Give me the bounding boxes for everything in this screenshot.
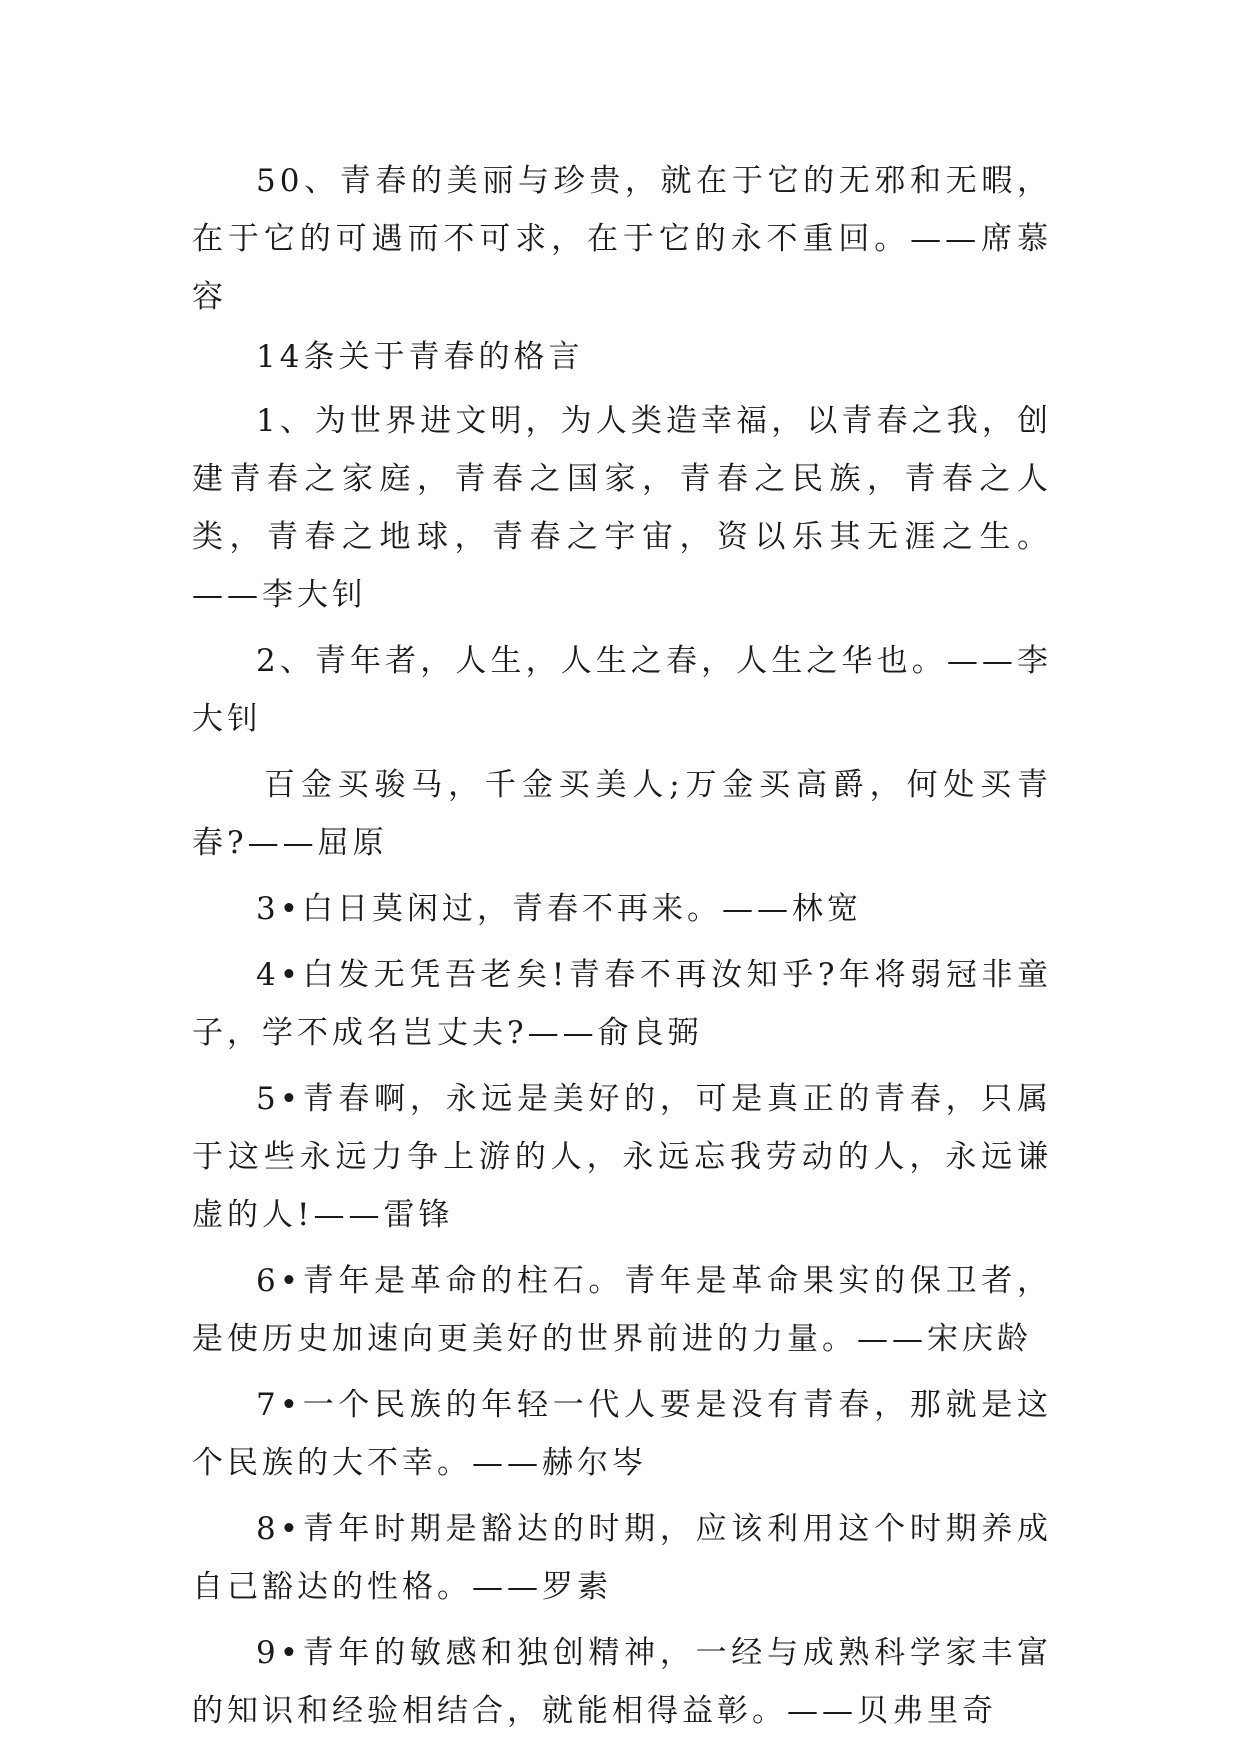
document-page xyxy=(192,152,1052,1748)
quote-paragraph: 2、青年者，人生，人生之春，人生之华也。——李大钊 xyxy=(192,643,1052,737)
quote-paragraph: 8•青年时期是豁达的时期，应该利用这个时期养成自己豁达的性格。——罗素 xyxy=(192,1511,1052,1605)
quote-paragraph: 6•青年是革命的柱石。青年是革命果实的保卫者，是使历史加速向更美好的世界前进的力量。——宋庆龄 xyxy=(192,1263,1052,1357)
quote-paragraph: 1、为世界进文明，为人类造幸福，以青春之我，创建青春之家庭，青春之国家，青春之民族，青春之人类，青春之地球，青春之宇宙，资以乐其无涯之生。——李大钊 xyxy=(192,403,1052,613)
quote-paragraph: 3•白日莫闲过，青春不再来。——林宽 xyxy=(256,891,863,927)
quote-paragraph: 4•白发无凭吾老矣!青春不再汝知乎?年将弱冠非童子，学不成名岂丈夫?——俞良弼 xyxy=(192,957,1052,1051)
quote-paragraph: 9•青年的敏感和独创精神，一经与成熟科学家丰富的知识和经验相结合，就能相得益彰。——贝弗里奇 xyxy=(192,1635,1052,1729)
quote-paragraph: 百金买骏马，千金买美人;万金买高爵，何处买青春?——屈原 xyxy=(192,767,1052,861)
quote-paragraph: 5•青春啊，永远是美好的，可是真正的青春，只属于这些永远力争上游的人，永远忘我劳动的人，永远谦虚的人!——雷锋 xyxy=(192,1081,1052,1233)
quote-paragraph: 7•一个民族的年轻一代人要是没有青春，那就是这个民族的大不幸。——赫尔岑 xyxy=(192,1387,1052,1481)
intro-paragraph: 50、青春的美丽与珍贵，就在于它的无邪和无暇，在于它的可遇而不可求，在于它的永不重回。——席慕容 xyxy=(192,163,1052,315)
section-heading: 14条关于青春的格言 xyxy=(256,339,584,375)
